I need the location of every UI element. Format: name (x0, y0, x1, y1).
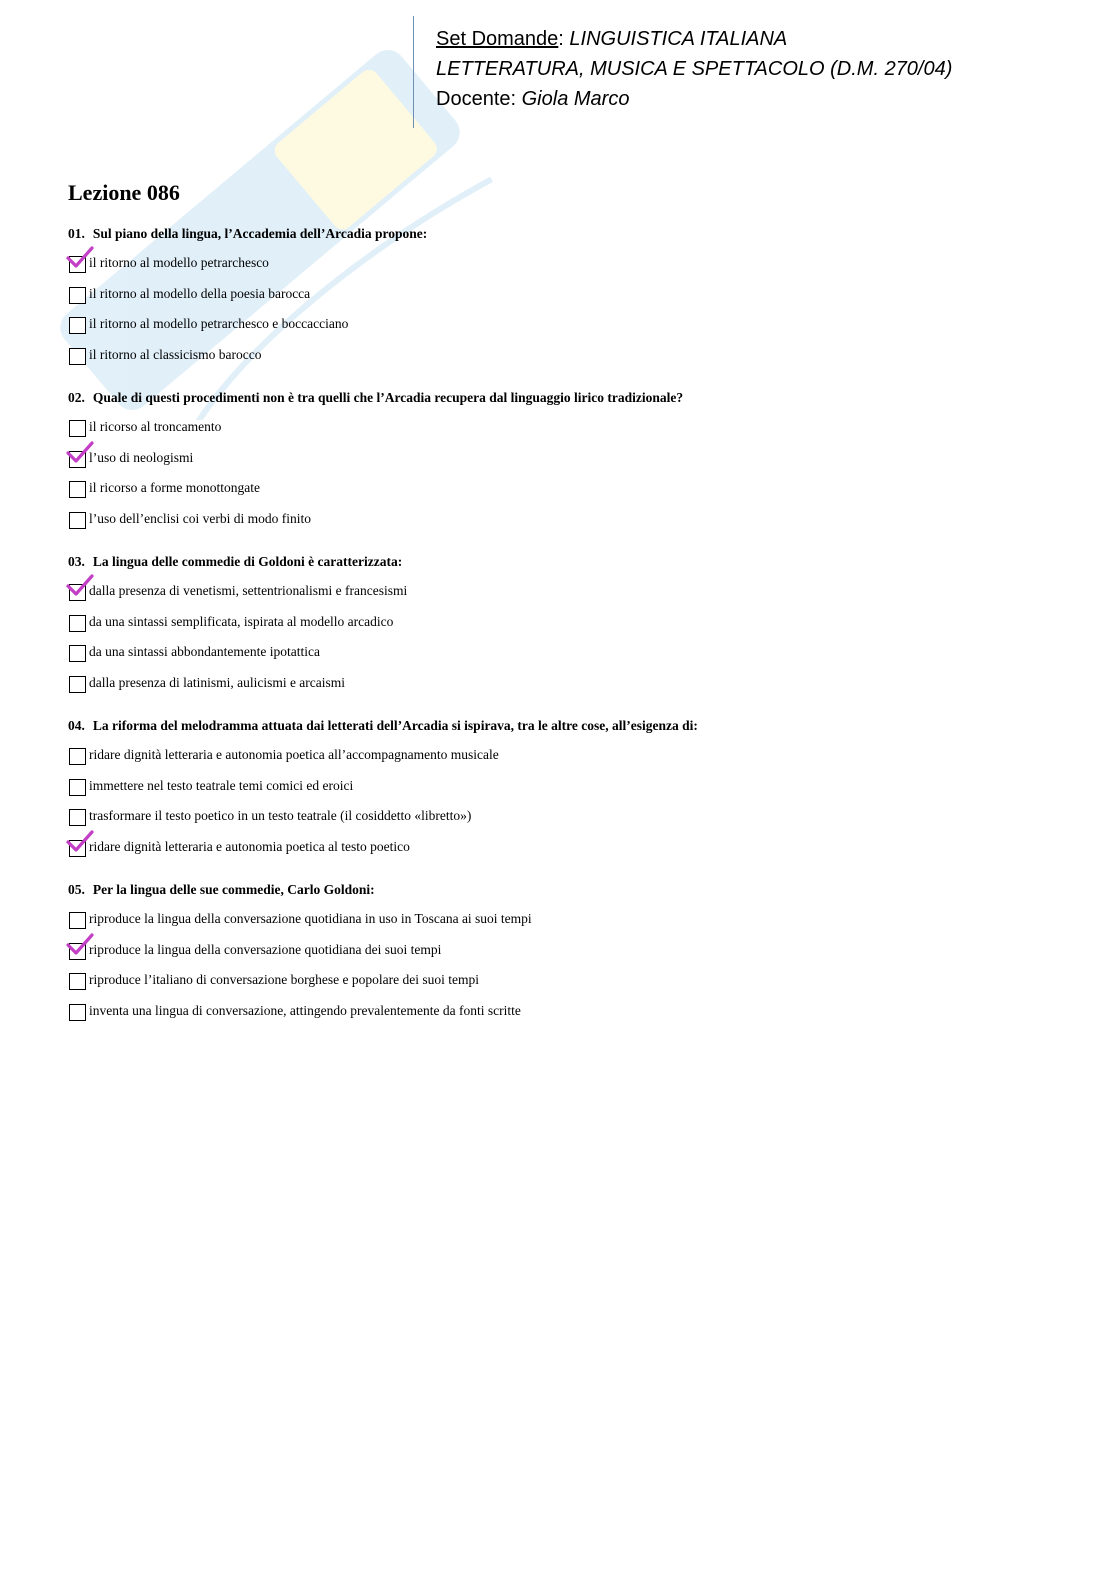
answer-option[interactable] (68, 771, 1068, 802)
question-number: 02. (68, 390, 85, 405)
question-title (68, 876, 1068, 904)
question-3 (68, 548, 1068, 698)
question-number: 04. (68, 718, 85, 733)
answer-option[interactable] (68, 340, 1068, 371)
set-line (436, 24, 952, 54)
question-4 (68, 712, 1068, 862)
answer-checkbox[interactable] (69, 748, 86, 765)
answer-text: riproduce la lingua della conversazione quotidiana in uso in Toscana ai suoi tempi (89, 911, 532, 926)
answer-checkbox[interactable] (69, 809, 86, 826)
question-text: Per la lingua delle sue commedie, Carlo Goldoni: (92, 882, 375, 897)
answer-option[interactable] (68, 607, 1068, 638)
answer-option[interactable] (68, 248, 1068, 279)
answer-checkbox[interactable] (69, 615, 86, 632)
answer-option[interactable] (68, 801, 1068, 832)
question-1 (68, 220, 1068, 370)
course-name: LINGUISTICA ITALIANA (569, 28, 788, 50)
answer-option[interactable] (68, 279, 1068, 310)
answer-text: trasformare il testo poetico in un testo teatrale (il cosiddetto «libretto») (89, 808, 472, 823)
answer-text: il ricorso a forme monottongate (89, 480, 260, 495)
question-title (68, 220, 1068, 248)
teacher-line (436, 84, 952, 114)
answer-text: l’uso di neologismi (89, 449, 194, 465)
answer-text: il ritorno al modello petrarchesco (89, 255, 269, 270)
answer-checkbox[interactable] (69, 348, 86, 365)
answer-text: il ricorso al troncamento (89, 419, 222, 434)
answer-option[interactable] (68, 832, 1068, 863)
question-text: Quale di questi procedimenti non è tra quelli che l’Arcadia recupera dal linguaggio lirico tradizionale? (92, 390, 684, 405)
answer-text: dalla presenza di venetismi, settentrionalismi e francesismi (89, 583, 408, 598)
answer-option[interactable] (68, 904, 1068, 935)
answer-checkbox[interactable] (69, 779, 86, 796)
answer-checkbox[interactable] (69, 317, 86, 334)
document-header (413, 16, 952, 128)
answer-text: da una sintassi abbondantemente ipotattica (89, 644, 320, 659)
faculty-line: LETTERATURA, MUSICA E SPETTACOLO (D.M. 270/04) (436, 58, 953, 80)
answer-text: il ritorno al modello petrarchesco e boccacciano (89, 316, 349, 331)
answer-option[interactable] (68, 412, 1068, 443)
answer-option[interactable] (68, 504, 1068, 535)
answer-text: l’uso dell’enclisi coi verbi di modo finito (89, 510, 311, 526)
answer-option[interactable] (68, 965, 1068, 996)
answer-text: riproduce l’italiano di conversazione borghese e popolare dei suoi tempi (89, 972, 479, 987)
answer-text: dalla presenza di latinismi, aulicismi e arcaismi (89, 674, 346, 690)
answer-checkbox[interactable] (69, 287, 86, 304)
answer-option[interactable] (68, 935, 1068, 966)
answer-text: inventa una lingua di conversazione, attingendo prevalentemente da fonti scritte (89, 1002, 521, 1018)
answer-text: il ritorno al classicismo barocco (89, 346, 262, 362)
answer-checkbox[interactable] (69, 676, 86, 693)
question-number: 03. (68, 554, 85, 569)
answer-text: riproduce la lingua della conversazione quotidiana dei suoi tempi (89, 941, 442, 957)
question-title (68, 712, 1068, 740)
question-text: La lingua delle commedie di Goldoni è caratterizzata: (92, 554, 403, 569)
answer-text: immettere nel testo teatrale temi comici ed eroici (89, 777, 354, 793)
answer-option[interactable] (68, 473, 1068, 504)
answer-checkbox[interactable] (69, 645, 86, 662)
answer-option[interactable] (68, 996, 1068, 1027)
question-5 (68, 876, 1068, 1026)
teacher-label: Docente: (436, 88, 517, 110)
answer-text: ridare dignità letteraria e autonomia poetica all’accompagnamento musicale (89, 747, 499, 762)
answer-checkbox[interactable] (69, 973, 86, 990)
answer-option[interactable] (68, 443, 1068, 474)
question-text: Sul piano della lingua, l’Accademia dell’Arcadia propone: (92, 226, 428, 241)
answer-checkbox[interactable] (69, 512, 86, 529)
question-number: 05. (68, 882, 85, 897)
answer-option[interactable] (68, 309, 1068, 340)
question-2 (68, 384, 1068, 534)
answer-checkbox[interactable] (69, 481, 86, 498)
answer-checkbox[interactable] (69, 1004, 86, 1021)
question-title (68, 548, 1068, 576)
question-title (68, 384, 1068, 412)
set-colon: : (558, 28, 564, 50)
question-text: La riforma del melodramma attuata dai letterati dell’Arcadia si ispirava, tra le altre cose, all’esigenza di: (92, 718, 698, 733)
question-number: 01. (68, 226, 85, 241)
answer-option[interactable] (68, 637, 1068, 668)
set-label: Set Domande (436, 28, 559, 50)
answer-text: ridare dignità letteraria e autonomia poetica al testo poetico (89, 838, 410, 854)
answer-checkbox[interactable] (69, 912, 86, 929)
answer-option[interactable] (68, 740, 1068, 771)
answer-checkbox[interactable] (69, 420, 86, 437)
teacher-name: Giola Marco (521, 88, 630, 110)
answer-text: il ritorno al modello della poesia barocca (89, 285, 311, 301)
answer-option[interactable] (68, 576, 1068, 607)
question-list (68, 220, 1068, 1040)
answer-text: da una sintassi semplificata, ispirata al modello arcadico (89, 613, 394, 629)
answer-option[interactable] (68, 668, 1068, 699)
lesson-title: Lezione 086 (68, 180, 180, 205)
